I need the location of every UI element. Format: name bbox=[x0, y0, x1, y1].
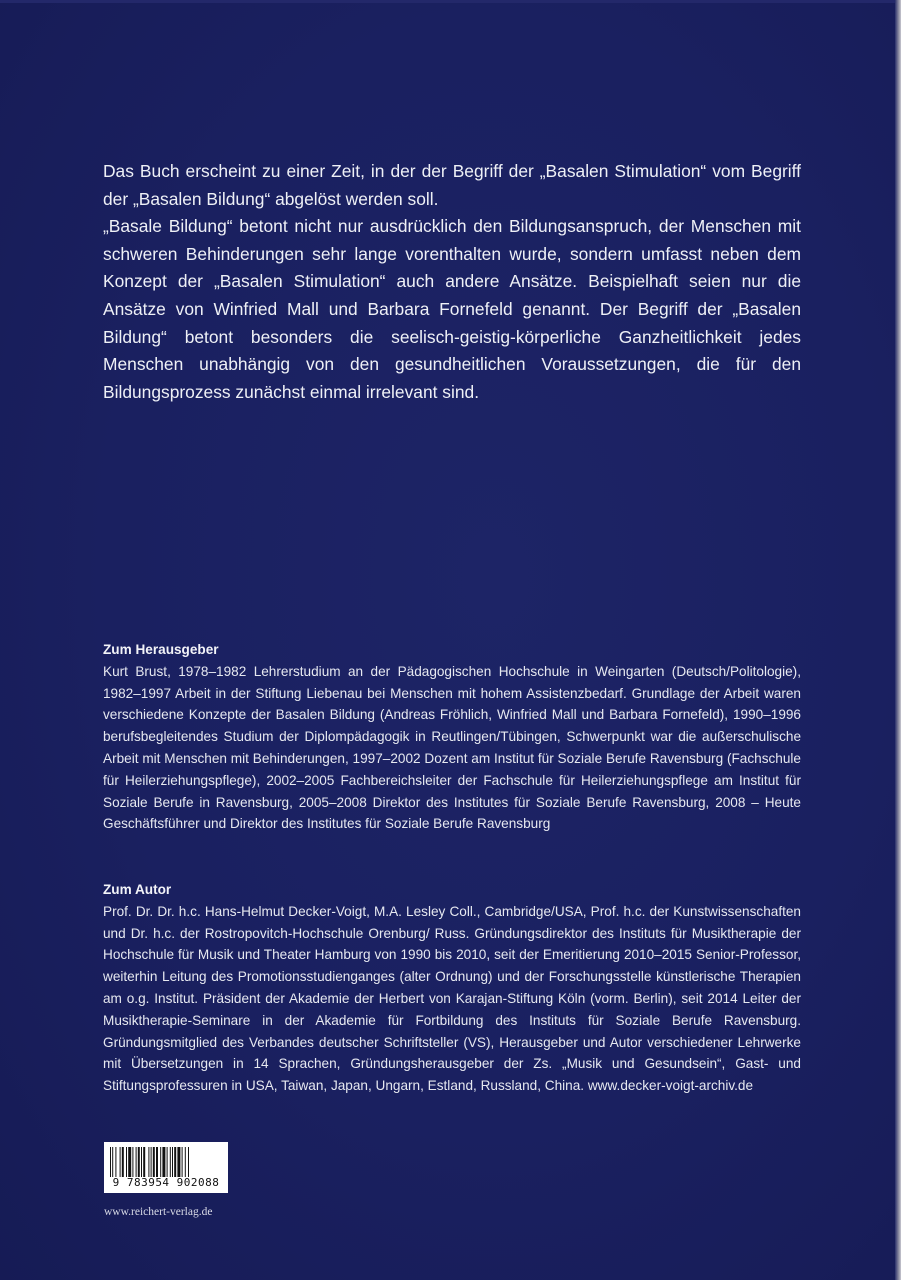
author-bio-heading: Zum Autor bbox=[103, 882, 172, 897]
editor-bio-text: Kurt Brust, 1978–1982 Lehrerstudium an der Pädagogischen Hochschule in Weingarten (Deutsch/Politologie), 1982–1997 Arbeit in der Stiftung Liebenau bei Menschen mit hohem Assistenzbedarf. Grundlage der Arbeit waren verschiedene Konzepte der Basalen Bildung (Andreas Fröhlich, Winfried Mall und Barbara Fornefeld), 1990–1996 berufsbegleitendes Studium der Diplompädagogik in Reutlingen/Tübingen, Schwerpunkt war die außerschulische Arbeit mit Menschen mit Behinderungen, 1997–2002 Dozent am Institut für Soziale Berufe Ravensburg (Fachschule für Heilerziehungspflege), 2002–2005 Fachbereichsleiter der Fachschule für Heilerziehungspflege am Institut für Soziale Berufe in Ravensburg, 2005–2008 Direktor des Institutes für Soziale Berufe Ravensburg, 2008 – Heute Geschäftsführer und Direktor des Institutes für Soziale Berufe Ravensburg bbox=[103, 663, 801, 832]
author-bio-text: Prof. Dr. Dr. h.c. Hans-Helmut Decker-Voigt, M.A. Lesley Coll., Cambridge/USA, Prof. h.c. der Kunstwissenschaften und Dr. h.c. der Rostropovitch-Hochschule Orenburg/ Russ. Gründungsdirektor des Instituts für Musiktherapie der Hochschule für Musik und Theater Hamburg von 1990 bis 2010, seit der Emeritierung 2010–2015 Senior-Professor, weiterhin Leitung des Promotionsstudienganges (alter Ordnung) und der Forschungsstelle künstlerische Therapien am o.g. Institut. Präsident der Akademie der Herbert von Karajan-Stiftung Köln (vorm. Berlin), seit 2014 Leiter der Musiktherapie-Seminare in der Akademie für Fortbildung des Instituts für Soziale Berufe Ravensburg. Gründungsmitglied des Verbandes deutscher Schriftsteller (VS), Herausgeber und Autor verschiedener Lehrwerke mit Übersetzungen in 14 Sprachen, Gründungsherausgeber der Zs. „Musik und Gesundsein“, Gast- und Stiftungsprofessuren in USA, Taiwan, Japan, Ungarn, Estland, Russland, China. www.decker-voigt-archiv.de bbox=[103, 903, 801, 1094]
author-bio-section bbox=[103, 879, 801, 1097]
editor-bio-section bbox=[103, 639, 801, 835]
blurb-paragraph-2: „Basale Bildung“ betont nicht nur ausdrücklich den Bildungsanspruch, der Menschen mit schweren Behinderungen sehr lange vorenthalten wurde, sondern umfasst neben dem Konzept der „Basalen Stimulation“ auch andere Ansätze. Beispielhaft seien nur die Ansätze von Winfried Mall und Barbara Fornefeld genannt. Der Begriff der „Basalen Bildung“ betont besonders die seelisch-geistig-körperliche Ganzheitlichkeit jedes Menschen unabhängig von den gesundheitlichen Voraussetzungen, die für den Bildungsprozess zunächst einmal irrelevant sind. bbox=[103, 216, 801, 402]
barcode-digits: 9 783954 902088 bbox=[112, 1176, 220, 1189]
cover-top-edge bbox=[0, 0, 901, 3]
publisher-website: www.reichert-verlag.de bbox=[104, 1206, 213, 1218]
cover-right-edge bbox=[895, 0, 901, 1280]
barcode-bars bbox=[110, 1147, 222, 1177]
isbn-barcode bbox=[104, 1142, 228, 1193]
editor-bio-heading: Zum Herausgeber bbox=[103, 642, 219, 657]
blurb-paragraph-1: Das Buch erscheint zu einer Zeit, in der der Begriff der „Basalen Stimulation“ vom Begriff der „Basalen Bildung“ abgelöst werden soll. bbox=[103, 161, 801, 209]
blurb-text bbox=[103, 158, 801, 406]
